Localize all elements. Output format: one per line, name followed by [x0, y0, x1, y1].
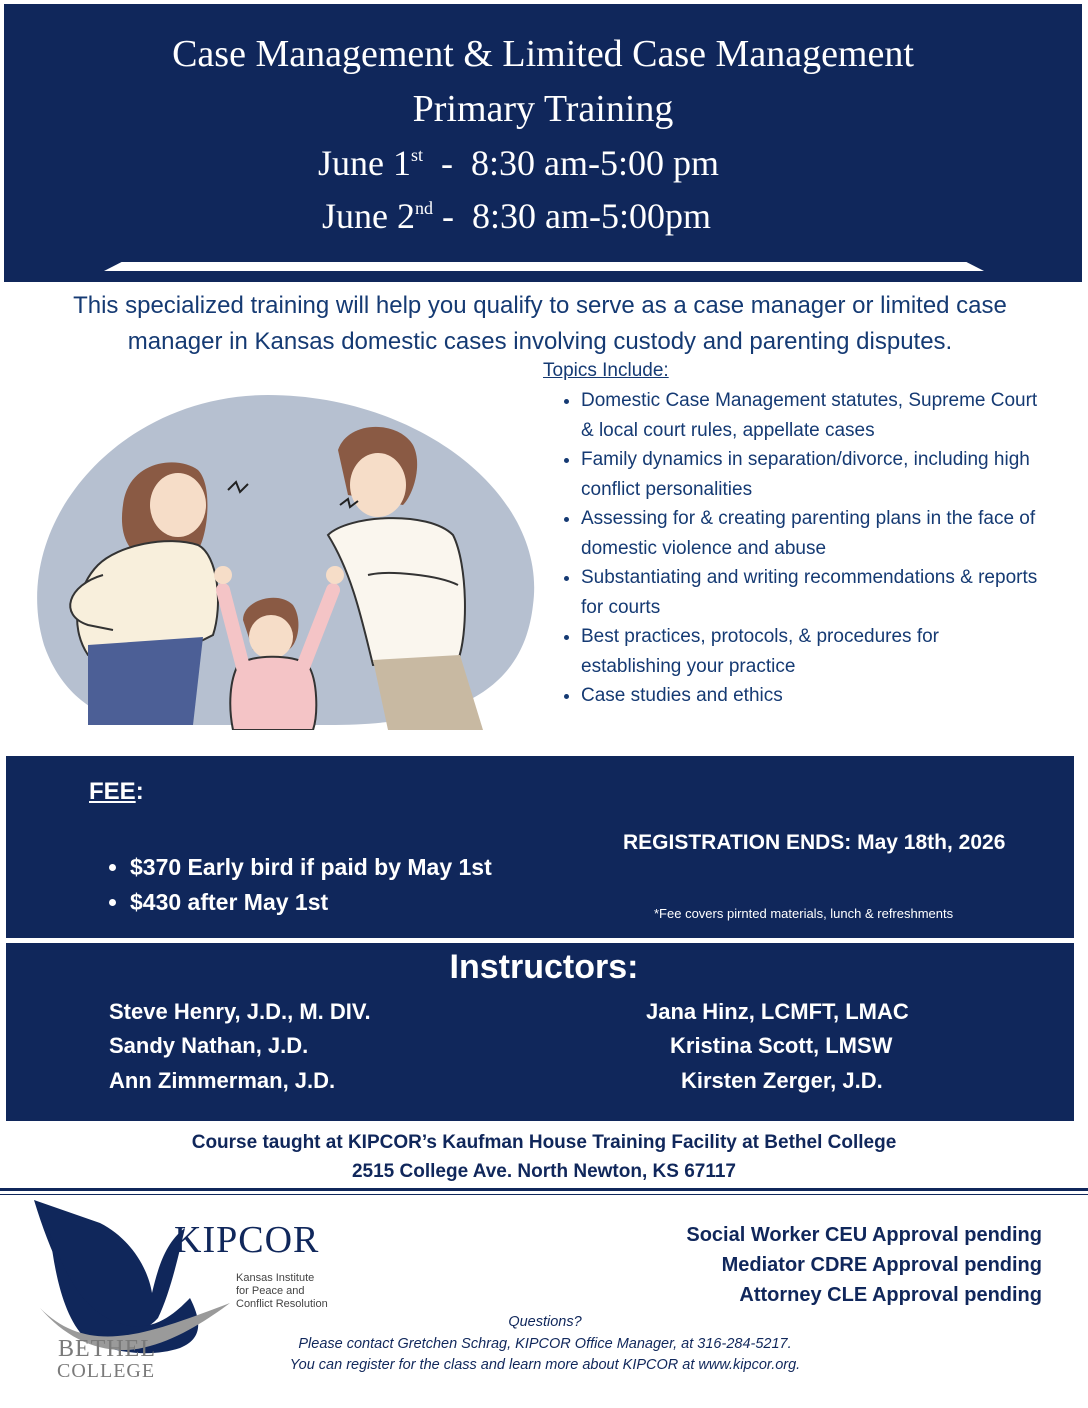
fee-heading: FEE: — [89, 778, 144, 805]
contact-questions: Questions? — [508, 1314, 582, 1330]
fee-list — [104, 850, 492, 920]
instructor-name: Sandy Nathan, J.D. — [109, 1033, 309, 1058]
kipcor-wordmark: KIPCOR — [174, 1219, 320, 1261]
fee-item: • $370 Early bird if paid by May 1st — [130, 850, 492, 885]
topic-item: • Family dynamics in separation/divorce, including high conflict personalities — [581, 445, 1041, 504]
college-wordmark: COLLEGE — [57, 1360, 156, 1382]
kipcor-subtitle: Kansas Institute for Peace and Conflict Resolution — [236, 1272, 328, 1310]
location-line-1: Course taught at KIPCOR’s Kaufman House Training Facility at Bethel College — [191, 1132, 897, 1153]
header-divider — [104, 262, 984, 271]
date-line-1: June 1st - 8:30 am-5:00 pm — [318, 143, 719, 183]
topic-item: • Assessing for & creating parenting plans in the face of domestic violence and abuse — [581, 504, 1041, 563]
topic-item: • Substantiating and writing recommendations & reports for courts — [581, 563, 1041, 622]
family-conflict-illustration — [28, 375, 540, 730]
footer-divider — [0, 1188, 1088, 1191]
topic-item: • Best practices, protocols, & procedures for establishing your practice — [581, 622, 1041, 681]
intro-paragraph: This specialized training will help you qualify to serve as a case manager or limited case manager in Kansas domestic cases involving custody and parenting disputes. — [73, 292, 1007, 355]
registration-deadline: REGISTRATION ENDS: May 18th, 2026 — [623, 831, 1006, 854]
date-line-2: June 2nd - 8:30 am-5:00pm — [322, 196, 711, 236]
instructor-name: Kristina Scott, LMSW — [670, 1033, 893, 1058]
instructor-name: Jana Hinz, LCMFT, LMAC — [646, 999, 909, 1024]
footer-divider-thin — [0, 1194, 1088, 1195]
instructor-name: Steve Henry, J.D., M. DIV. — [109, 999, 371, 1024]
fee-item: • $430 after May 1st — [130, 885, 492, 920]
approval-status: Social Worker CEU Approval pending — [686, 1224, 1042, 1246]
contact-details: Please contact Gretchen Schrag, KIPCOR Office Manager, at 316-284-5217. — [298, 1336, 792, 1352]
instructor-name: Kirsten Zerger, J.D. — [681, 1068, 883, 1093]
approval-status: Mediator CDRE Approval pending — [721, 1254, 1042, 1276]
contact-website: You can register for the class and learn more about KIPCOR at www.kipcor.org. — [289, 1357, 801, 1373]
topic-item: • Domestic Case Management statutes, Supreme Court & local court rules, appellate cases — [581, 386, 1041, 445]
bethel-wordmark: BETHEL — [58, 1336, 156, 1362]
instructors-title: Instructors: — [449, 948, 639, 986]
location-line-2: 2515 College Ave. North Newton, KS 67117 — [351, 1161, 736, 1182]
approval-status: Attorney CLE Approval pending — [739, 1284, 1042, 1306]
topic-item: • Case studies and ethics — [581, 681, 1041, 711]
instructor-name: Ann Zimmerman, J.D. — [109, 1068, 336, 1093]
topics-list — [560, 386, 1041, 711]
fee-note: *Fee covers pirnted materials, lunch & refreshments — [654, 906, 954, 921]
topics-heading: Topics Include: — [543, 360, 669, 381]
title-line-1: Case Management & Limited Case Management — [172, 33, 914, 75]
title-line-2: Primary Training — [412, 88, 674, 130]
